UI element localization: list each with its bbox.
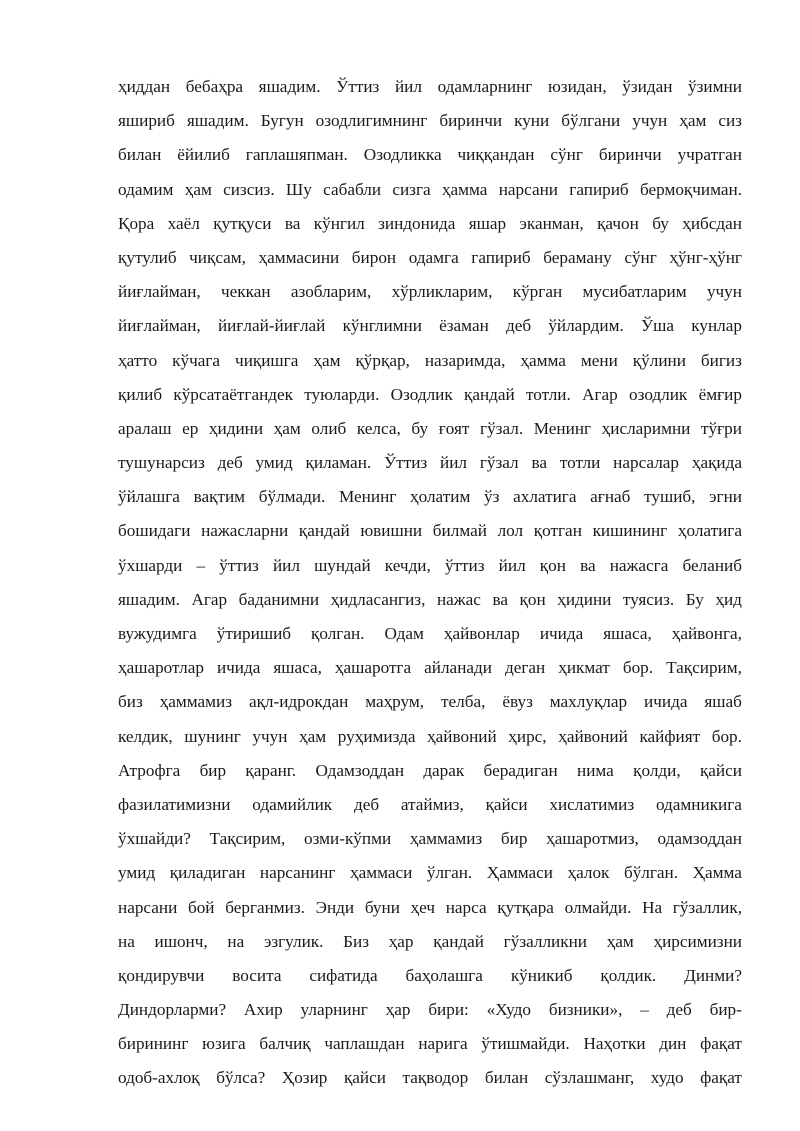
text-line: Атрофга бир қаранг. Одамзоддан дарак берадиган нима қолди, қайси	[118, 760, 742, 780]
text-line: умид қиладиган нарсанинг ҳаммаси ўлган. Ҳаммаси ҳалок бўлган. Ҳамма	[118, 863, 742, 883]
text-line: ўхшайди? Тақсирим, озми-кўпми ҳаммамиз бир ҳашаротмиз, одамзоддан	[118, 829, 742, 849]
text-line: на ишонч, на эзгулик. Биз ҳар қандай гўзалликни ҳам ҳирсимизни	[118, 931, 742, 951]
text-line: ўйлашга вақтим бўлмади. Менинг ҳолатим ўз ахлатига ағнаб тушиб, эгни	[118, 487, 742, 507]
text-line: аралаш ер ҳидини ҳам олиб келса, бу ғоят гўзал. Менинг ҳисларимни тўғри	[118, 418, 742, 438]
text-line: вужудимга ўтиришиб қолган. Одам ҳайвонлар ичида яшаса, ҳайвонга,	[118, 624, 742, 643]
text-line: ҳатто кўчага чиқишга ҳам қўрқар, назаримда, ҳамма мени қўлини бигиз	[118, 350, 742, 370]
text-line: одоб-ахлоқ бўлса? Ҳозир қайси тақводор билан сўзлашманг, худо фақат	[118, 1068, 742, 1088]
text-line: бирининг юзига балчиқ чаплашдан нарига ўтишмайди. Наҳотки дин фақат	[118, 1034, 742, 1054]
text-line: йиғлайман, йиғлай-йиғлай кўнглимни ёзаман деб ўйлардим. Ўша кунлар	[118, 316, 742, 336]
text-line: қондирувчи восита сифатида баҳолашга кўникиб қолдик. Динми?	[118, 965, 742, 985]
text-line: Қора хаёл қутқуси ва кўнгил зиндонида яшар эканман, қачон бу ҳибсдан	[118, 213, 742, 233]
text-line: одамим ҳам сизсиз. Шу сабабли сизга ҳамма нарсани гапириб бермоқчиман.	[118, 179, 742, 199]
text-line: билан ёйилиб гаплашяпман. Озодликка чиққандан сўнг биринчи учратган	[118, 145, 742, 165]
text-line: келдик, шунинг учун ҳам руҳимизда ҳайвоний ҳирс, ҳайвоний кайфият бор.	[118, 726, 742, 746]
text-line: қилиб кўрсатаётгандек туюларди. Озодлик қандай тотли. Агар озодлик ёмғир	[118, 384, 742, 404]
text-line: нарсани бой берганмиз. Энди буни ҳеч нарса қутқара олмайди. На гўзаллик,	[118, 897, 742, 917]
text-line: қутулиб чиқсам, ҳаммасини бирон одамга гапириб бераману сўнг ҳўнг-ҳўнг	[118, 247, 742, 267]
text-line: бошидаги нажасларни қандай ювишни билмай лол қотган кишининг ҳолатига	[118, 521, 742, 541]
body-text	[118, 70, 742, 1096]
text-line: фазилатимизни одамийлик деб атаймиз, қайси хислатимиз одамникига	[118, 794, 742, 814]
text-line: ҳашаротлар ичида яшаса, ҳашаротга айланади деган ҳикмат бор. Тақсирим,	[118, 658, 742, 678]
text-line: ҳиддан бебаҳра яшадим. Ўттиз йил одамларнинг юзидан, ўзидан ўзимни	[118, 77, 742, 96]
text-line: яшадим. Агар баданимни ҳидласангиз, нажас ва қон ҳидини туясиз. Бу ҳид	[118, 589, 742, 609]
text-line: йиғлайман, чеккан азобларим, хўрликларим, кўрган мусибатларим учун	[118, 282, 742, 302]
text-line: ўхшарди – ўттиз йил шундай кечди, ўттиз йил қон ва нажасга беланиб	[118, 555, 742, 575]
text-line: биз ҳаммамиз ақл-идрокдан маҳрум, телба, ёвуз махлуқлар ичида яшаб	[118, 692, 742, 712]
text-line: яшириб яшадим. Бугун озодлигимнинг биринчи куни бўлгани учун ҳам сиз	[118, 111, 742, 131]
text-line: тушунарсиз деб умид қиламан. Ўттиз йил гўзал ва тотли нарсалар ҳақида	[118, 453, 742, 473]
text-line: Диндорларми? Ахир уларнинг ҳар бири: «Худо бизники», – деб бир-	[118, 1000, 742, 1020]
